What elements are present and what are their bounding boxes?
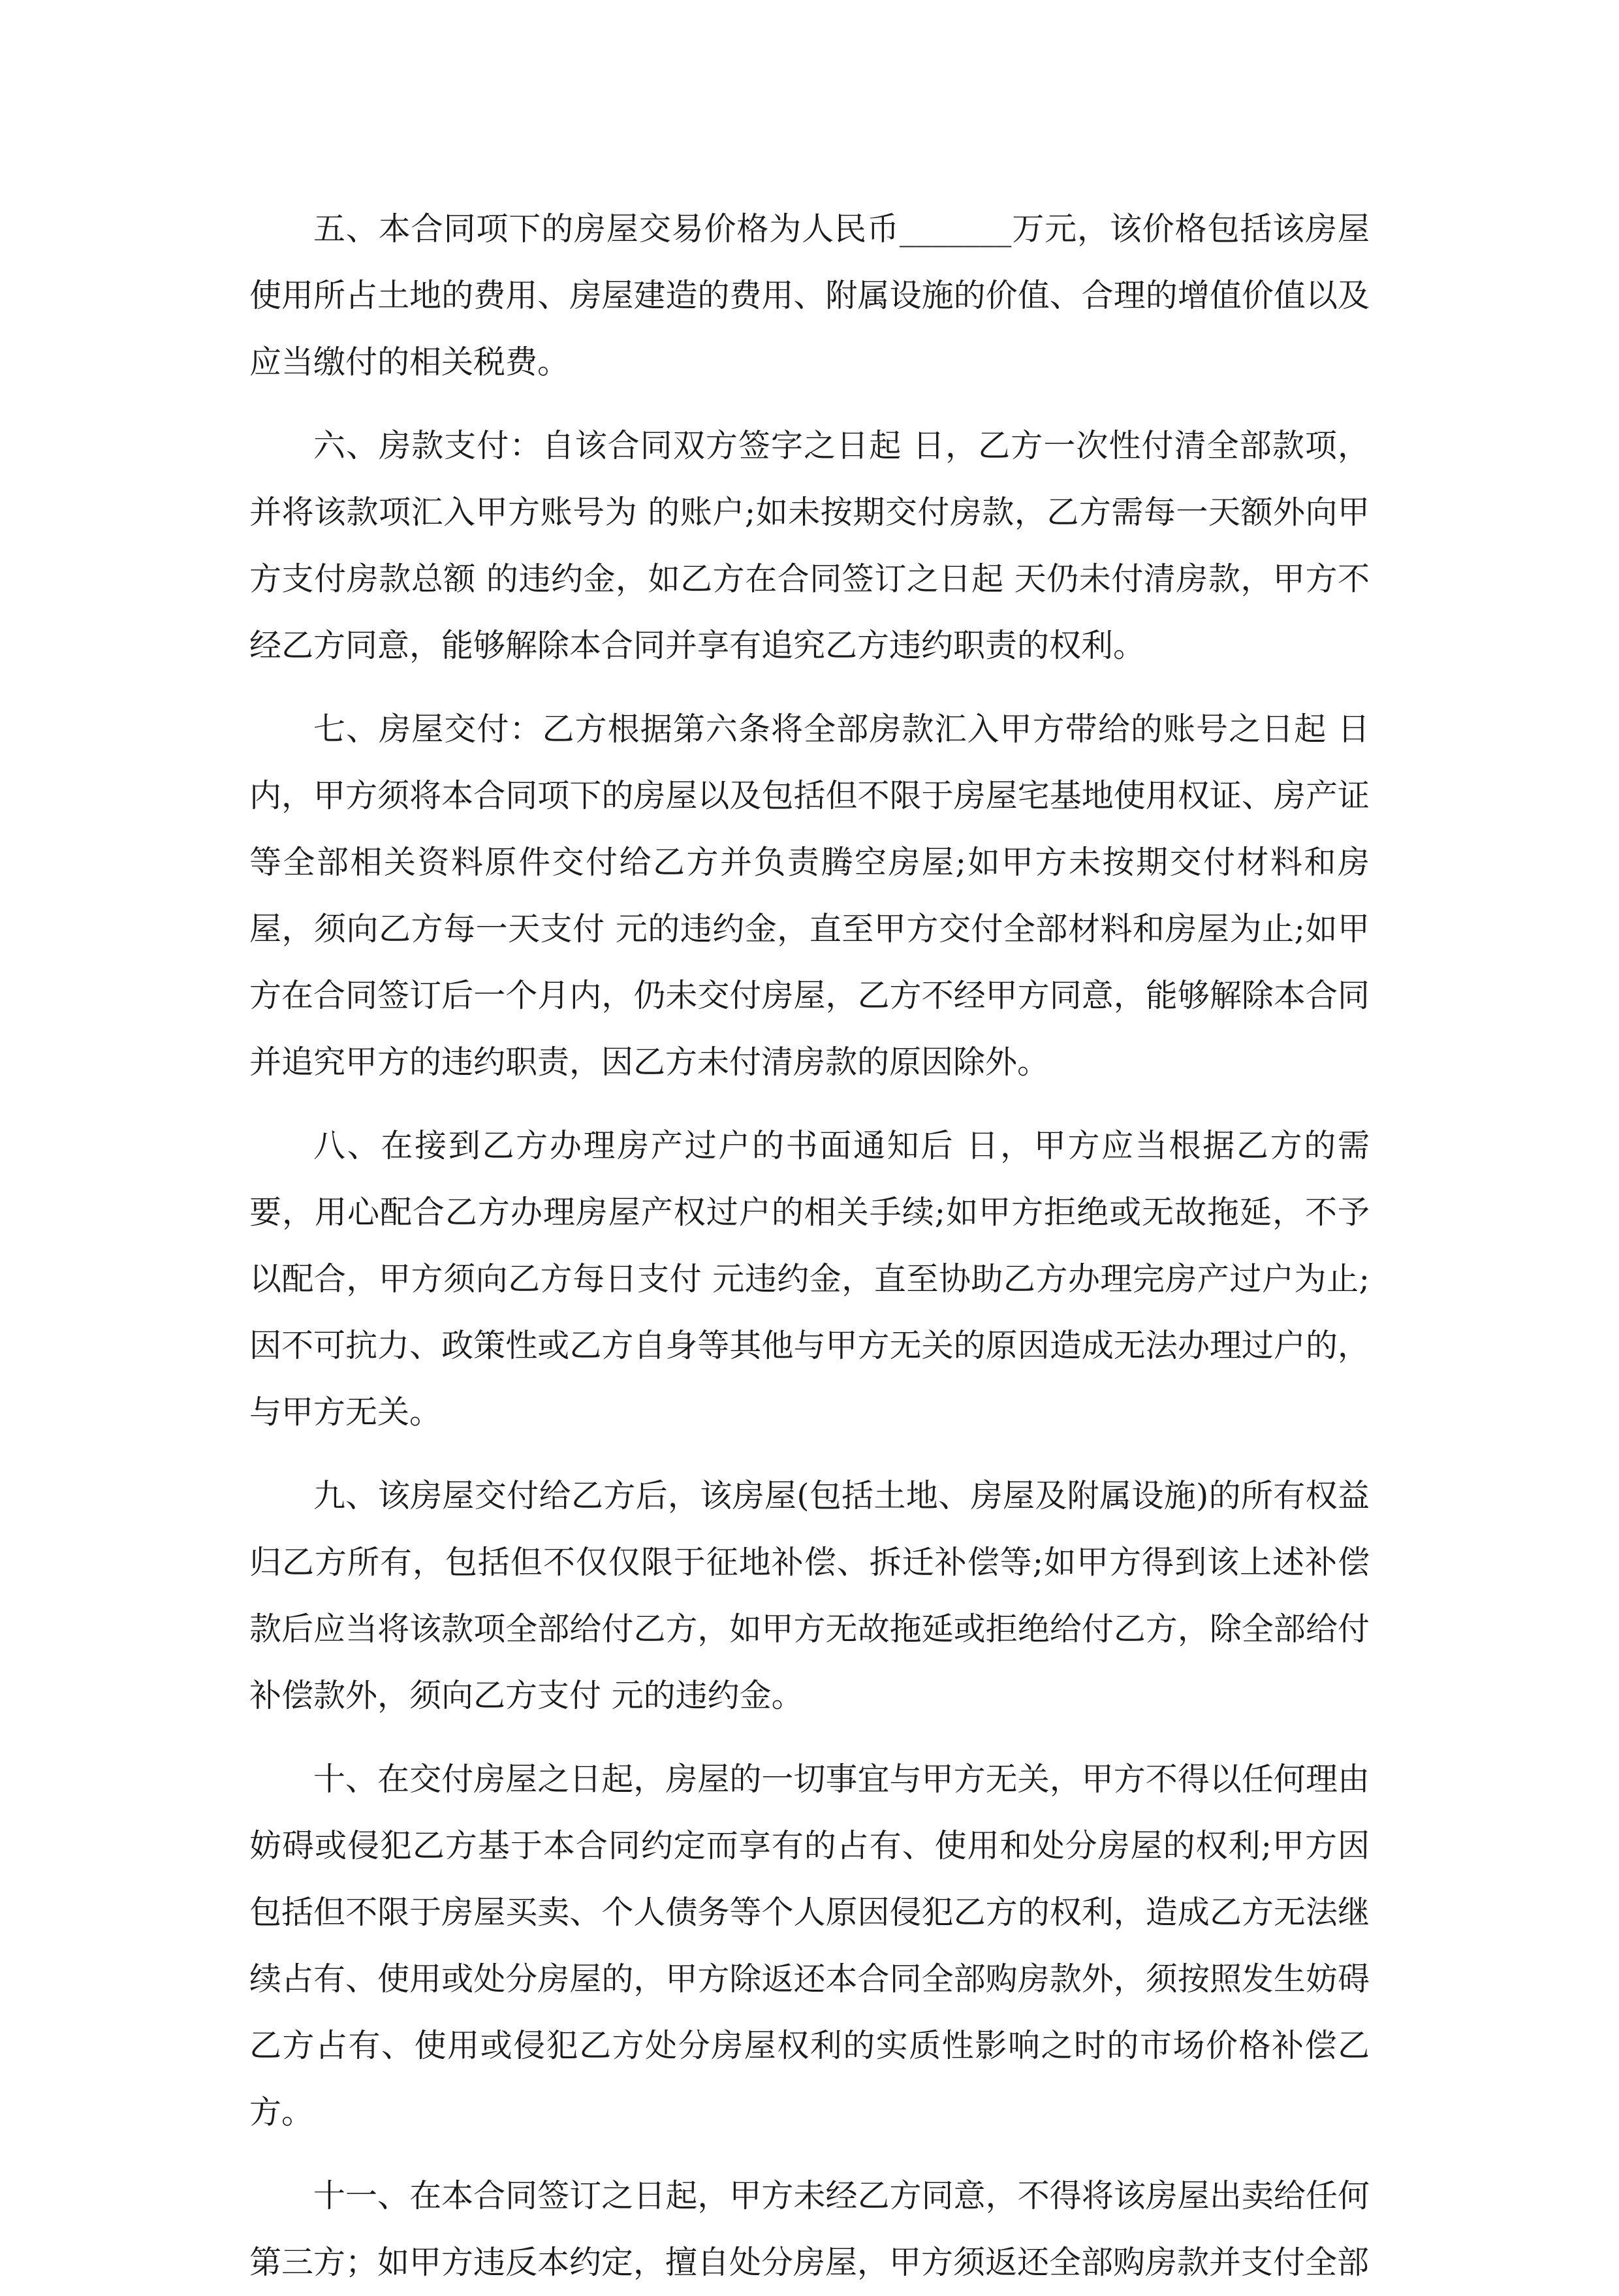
clause-7-paragraph: 七、房屋交付：乙方根据第六条将全部房款汇入甲方带给的账号之日起 日内，甲方须将本合同项下的房屋以及包括但不限于房屋宅基地使用权证、房产证等全部相关资料原件交付给乙方并负责腾空房屋;如甲方未按期交付材料和房屋，须向乙方每一天支付 元的违约金，直至甲方交付全部材料和房屋为止;如甲方在合同签订后一个月内，仍未交付房屋，乙方不经甲方同意，能够解除本合同并追究甲方的违约职责，因乙方未付清房款的原因除外。	[249, 710, 1370, 1081]
clause-6-paragraph: 六、房款支付：自该合同双方签字之日起 日，乙方一次性付清全部款项，并将该款项汇入甲方账号为 的账户;如未按期交付房款，乙方需每一天额外向甲方支付房款总额 的违约金，如乙方在合同签订之日起 天仍未付清房款，甲方不经乙方同意，能够解除本合同并享有追究乙方违约职责的权利。	[249, 427, 1370, 664]
clause-9-paragraph: 九、该房屋交付给乙方后，该房屋(包括土地、房屋及附属设施)的所有权益归乙方所有，包括但不仅仅限于征地补偿、拆迁补偿等;如甲方得到该上述补偿款后应当将该款项全部给付乙方，如甲方无故拖延或拒绝给付乙方，除全部给付补偿款外，须向乙方支付 元的违约金。	[249, 1477, 1370, 1714]
clause-8-paragraph: 八、在接到乙方办理房产过户的书面通知后 日，甲方应当根据乙方的需要，用心配合乙方办理房屋产权过户的相关手续;如甲方拒绝或无故拖延，不予以配合，甲方须向乙方每日支付 元违约金，直至协助乙方办理完房产过户为止;因不可抗力、政策性或乙方自身等其他与甲方无关的原因造成无法办理过户的，与甲方无关。	[249, 1127, 1370, 1431]
clause-10-paragraph: 十、在交付房屋之日起，房屋的一切事宜与甲方无关，甲方不得以任何理由妨碍或侵犯乙方基于本合同约定而享有的占有、使用和处分房屋的权利;甲方因包括但不限于房屋买卖、个人债务等个人原因侵犯乙方的权利，造成乙方无法继续占有、使用或处分房屋的，甲方除返还本合同全部购房款外，须按照发生妨碍乙方占有、使用或侵犯乙方处分房屋权利的实质性影响之时的市场价格补偿乙方。	[249, 1761, 1370, 2131]
document-body	[249, 196, 1370, 2296]
clause-11-paragraph: 十一、在本合同签订之日起，甲方未经乙方同意，不得将该房屋出卖给任何第三方；如甲方违反本约定，擅自处分房屋，甲方须返还全部购房款并支付全部	[249, 2177, 1370, 2281]
clause-5-paragraph: 五、本合同项下的房屋交易价格为人民币_______万元，该价格包括该房屋使用所占土地的费用、房屋建造的费用、附属设施的价值、合理的增值价值以及应当缴付的相关税费。	[249, 210, 1370, 381]
